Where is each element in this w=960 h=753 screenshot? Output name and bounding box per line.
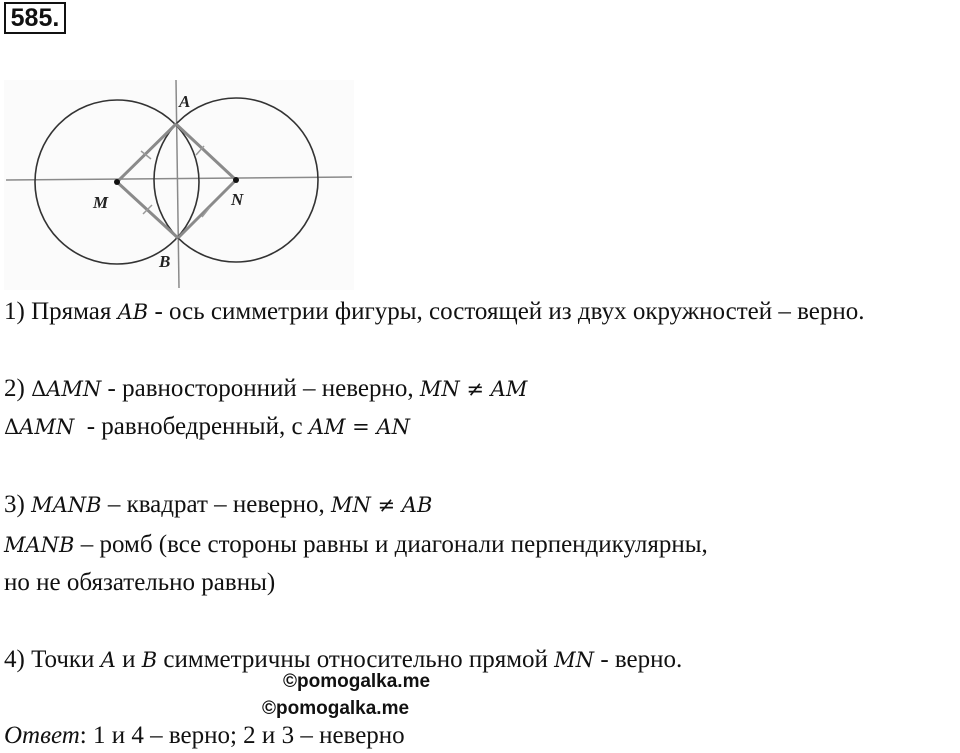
statement-3-line-1: 3) MANB – квадрат – неверно, MN ≠ AB bbox=[4, 491, 433, 518]
point-m bbox=[114, 179, 120, 185]
watermark-1: ©pomogalka.me bbox=[283, 671, 431, 692]
statement-4: 4) Точки A и B симметричны относительно прямой MN - верно. bbox=[4, 646, 683, 673]
label-a: A bbox=[179, 92, 191, 111]
problem-number: 585. bbox=[4, 2, 66, 34]
statement-3-line-2: MANB – ромб (все стороны равны и диагонали перпендикулярны, bbox=[4, 531, 708, 558]
label-n: N bbox=[231, 190, 244, 209]
answer-label: Ответ bbox=[4, 722, 80, 749]
statement-2-line-1: 2) ΔAMN - равносторонний – неверно, MN ≠ AM bbox=[4, 375, 528, 402]
watermark-2: ©pomogalka.me bbox=[262, 698, 410, 719]
geometry-figure bbox=[4, 80, 354, 290]
statement-3-line-3: но не обязательно равны) bbox=[4, 569, 276, 596]
answer-line bbox=[4, 721, 405, 751]
label-b: B bbox=[159, 252, 171, 271]
answer-text: : 1 и 4 – верно; 2 и 3 – неверно bbox=[79, 722, 405, 749]
statement-2-line-2: ΔAMN - равнобедренный, с AM = AN bbox=[4, 413, 410, 440]
point-n bbox=[233, 177, 239, 183]
label-m: M bbox=[93, 193, 109, 212]
statement-1: 1) Прямая AB - ось симметрии фигуры, состоящей из двух окружностей – верно. bbox=[4, 298, 865, 325]
